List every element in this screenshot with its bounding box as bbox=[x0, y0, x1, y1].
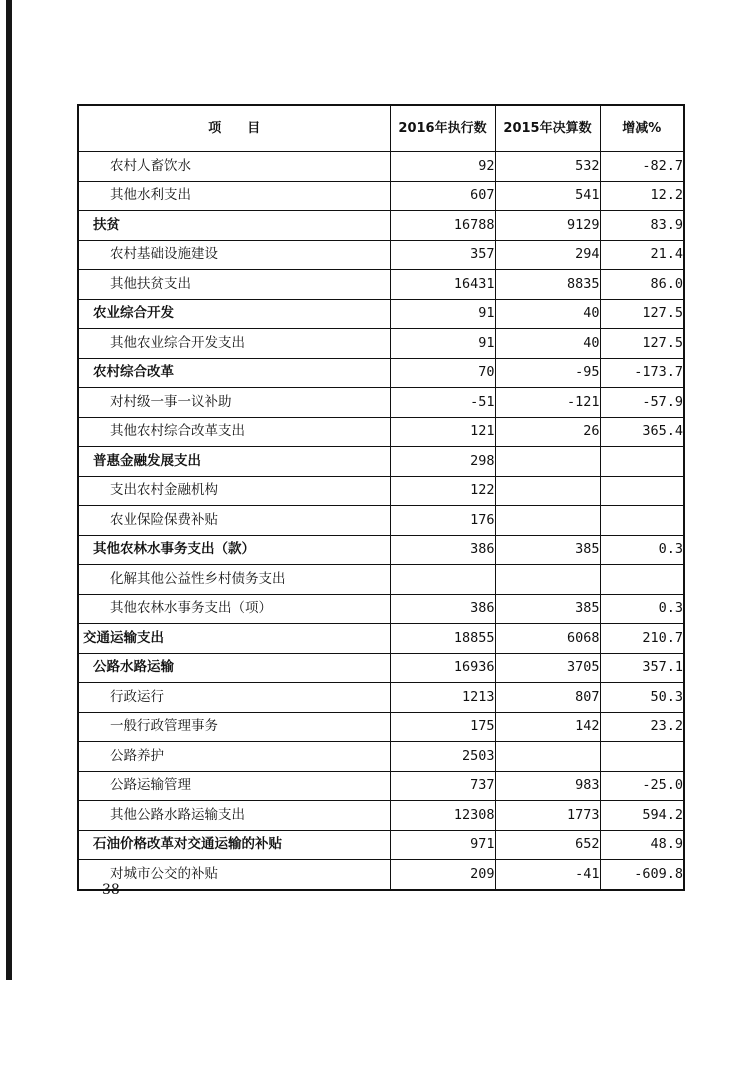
row-2015-cell: 40 bbox=[495, 299, 600, 329]
row-change-cell: 365.4 bbox=[600, 417, 684, 447]
row-2015-cell: 6068 bbox=[495, 624, 600, 654]
row-change-cell: -25.0 bbox=[600, 771, 684, 801]
header-2016: 2016年执行数 bbox=[390, 105, 495, 152]
row-change-cell: 594.2 bbox=[600, 801, 684, 831]
row-change-cell bbox=[600, 565, 684, 595]
row-2015-cell bbox=[495, 506, 600, 536]
table-row bbox=[78, 358, 684, 388]
table-row bbox=[78, 506, 684, 536]
row-change-cell: 83.9 bbox=[600, 211, 684, 241]
table-row bbox=[78, 830, 684, 860]
row-change-cell: -57.9 bbox=[600, 388, 684, 418]
row-2016-cell: 16936 bbox=[390, 653, 495, 683]
row-2015-cell: -95 bbox=[495, 358, 600, 388]
row-2015-cell: 983 bbox=[495, 771, 600, 801]
row-item-cell: 公路养护 bbox=[78, 742, 390, 772]
row-item-cell: 对村级一事一议补助 bbox=[78, 388, 390, 418]
row-2016-cell: 607 bbox=[390, 181, 495, 211]
row-item-cell: 化解其他公益性乡村债务支出 bbox=[78, 565, 390, 595]
row-item-cell: 公路运输管理 bbox=[78, 771, 390, 801]
row-change-cell bbox=[600, 447, 684, 477]
page-number: —38— bbox=[88, 882, 134, 898]
row-item-cell: 农业保险保费补贴 bbox=[78, 506, 390, 536]
row-change-cell: -609.8 bbox=[600, 860, 684, 890]
row-2016-cell: 18855 bbox=[390, 624, 495, 654]
table-row bbox=[78, 211, 684, 241]
page-edge-bar bbox=[6, 0, 12, 980]
row-item-cell: 扶贫 bbox=[78, 211, 390, 241]
table-row bbox=[78, 152, 684, 182]
table-row bbox=[78, 742, 684, 772]
table-row bbox=[78, 565, 684, 595]
row-item-cell: 农村综合改革 bbox=[78, 358, 390, 388]
row-item-cell: 一般行政管理事务 bbox=[78, 712, 390, 742]
table-row bbox=[78, 683, 684, 713]
row-change-cell bbox=[600, 742, 684, 772]
row-change-cell: 48.9 bbox=[600, 830, 684, 860]
header-2015: 2015年决算数 bbox=[495, 105, 600, 152]
row-2016-cell: -51 bbox=[390, 388, 495, 418]
table-row bbox=[78, 535, 684, 565]
row-2015-cell: 1773 bbox=[495, 801, 600, 831]
row-2015-cell: 40 bbox=[495, 329, 600, 359]
row-2016-cell: 176 bbox=[390, 506, 495, 536]
row-2015-cell: 385 bbox=[495, 594, 600, 624]
row-change-cell: 86.0 bbox=[600, 270, 684, 300]
row-item-cell: 其他水利支出 bbox=[78, 181, 390, 211]
table-row bbox=[78, 771, 684, 801]
row-item-cell: 其他农业综合开发支出 bbox=[78, 329, 390, 359]
row-2016-cell: 298 bbox=[390, 447, 495, 477]
budget-table bbox=[77, 104, 685, 891]
row-2015-cell bbox=[495, 565, 600, 595]
row-change-cell: -82.7 bbox=[600, 152, 684, 182]
row-2015-cell: 26 bbox=[495, 417, 600, 447]
row-item-cell: 农村人畜饮水 bbox=[78, 152, 390, 182]
row-2015-cell: 294 bbox=[495, 240, 600, 270]
row-2015-cell: -121 bbox=[495, 388, 600, 418]
table-row bbox=[78, 624, 684, 654]
row-2016-cell: 971 bbox=[390, 830, 495, 860]
row-2016-cell: 2503 bbox=[390, 742, 495, 772]
row-change-cell: 21.4 bbox=[600, 240, 684, 270]
header-change: 增减% bbox=[600, 105, 684, 152]
table-row bbox=[78, 476, 684, 506]
table-row bbox=[78, 329, 684, 359]
row-item-cell: 其他农林水事务支出（项） bbox=[78, 594, 390, 624]
row-item-cell: 农村基础设施建设 bbox=[78, 240, 390, 270]
row-change-cell: 50.3 bbox=[600, 683, 684, 713]
row-2015-cell bbox=[495, 742, 600, 772]
row-item-cell: 支出农村金融机构 bbox=[78, 476, 390, 506]
table-row bbox=[78, 653, 684, 683]
row-2015-cell: 807 bbox=[495, 683, 600, 713]
row-2015-cell: 652 bbox=[495, 830, 600, 860]
header-item: 项 目 bbox=[78, 105, 390, 152]
row-2015-cell: 8835 bbox=[495, 270, 600, 300]
row-2016-cell: 386 bbox=[390, 535, 495, 565]
row-change-cell: 12.2 bbox=[600, 181, 684, 211]
table-row bbox=[78, 299, 684, 329]
row-change-cell: 127.5 bbox=[600, 299, 684, 329]
row-2015-cell: -41 bbox=[495, 860, 600, 890]
row-2015-cell bbox=[495, 447, 600, 477]
row-item-cell: 对城市公交的补贴 bbox=[78, 860, 390, 890]
row-change-cell: 127.5 bbox=[600, 329, 684, 359]
table-row bbox=[78, 594, 684, 624]
table-row bbox=[78, 270, 684, 300]
row-2016-cell: 12308 bbox=[390, 801, 495, 831]
row-2016-cell: 209 bbox=[390, 860, 495, 890]
row-item-cell: 公路水路运输 bbox=[78, 653, 390, 683]
row-2016-cell: 175 bbox=[390, 712, 495, 742]
table-row bbox=[78, 388, 684, 418]
row-2016-cell: 737 bbox=[390, 771, 495, 801]
row-item-cell: 交通运输支出 bbox=[78, 624, 390, 654]
row-change-cell: 210.7 bbox=[600, 624, 684, 654]
row-change-cell bbox=[600, 506, 684, 536]
row-2016-cell bbox=[390, 565, 495, 595]
table-row bbox=[78, 181, 684, 211]
row-2016-cell: 1213 bbox=[390, 683, 495, 713]
row-2016-cell: 357 bbox=[390, 240, 495, 270]
row-change-cell: 0.3 bbox=[600, 535, 684, 565]
table-row bbox=[78, 447, 684, 477]
table-row bbox=[78, 417, 684, 447]
row-2016-cell: 92 bbox=[390, 152, 495, 182]
row-2015-cell: 3705 bbox=[495, 653, 600, 683]
row-2016-cell: 91 bbox=[390, 299, 495, 329]
row-change-cell: -173.7 bbox=[600, 358, 684, 388]
table-row bbox=[78, 860, 684, 890]
table-header-row bbox=[78, 105, 684, 152]
row-item-cell: 其他公路水路运输支出 bbox=[78, 801, 390, 831]
row-item-cell: 农业综合开发 bbox=[78, 299, 390, 329]
row-2015-cell: 9129 bbox=[495, 211, 600, 241]
row-2016-cell: 386 bbox=[390, 594, 495, 624]
row-item-cell: 其他农林水事务支出（款） bbox=[78, 535, 390, 565]
table-row bbox=[78, 801, 684, 831]
row-2015-cell: 532 bbox=[495, 152, 600, 182]
row-2015-cell: 142 bbox=[495, 712, 600, 742]
row-item-cell: 普惠金融发展支出 bbox=[78, 447, 390, 477]
row-2016-cell: 91 bbox=[390, 329, 495, 359]
row-2016-cell: 16788 bbox=[390, 211, 495, 241]
row-item-cell: 行政运行 bbox=[78, 683, 390, 713]
row-change-cell: 357.1 bbox=[600, 653, 684, 683]
row-change-cell: 0.3 bbox=[600, 594, 684, 624]
row-2015-cell: 541 bbox=[495, 181, 600, 211]
row-item-cell: 其他农村综合改革支出 bbox=[78, 417, 390, 447]
row-2016-cell: 122 bbox=[390, 476, 495, 506]
table-row bbox=[78, 712, 684, 742]
row-2016-cell: 70 bbox=[390, 358, 495, 388]
row-change-cell: 23.2 bbox=[600, 712, 684, 742]
row-item-cell: 石油价格改革对交通运输的补贴 bbox=[78, 830, 390, 860]
row-2016-cell: 121 bbox=[390, 417, 495, 447]
row-2015-cell: 385 bbox=[495, 535, 600, 565]
row-change-cell bbox=[600, 476, 684, 506]
row-item-cell: 其他扶贫支出 bbox=[78, 270, 390, 300]
table-row bbox=[78, 240, 684, 270]
row-2016-cell: 16431 bbox=[390, 270, 495, 300]
row-2015-cell bbox=[495, 476, 600, 506]
